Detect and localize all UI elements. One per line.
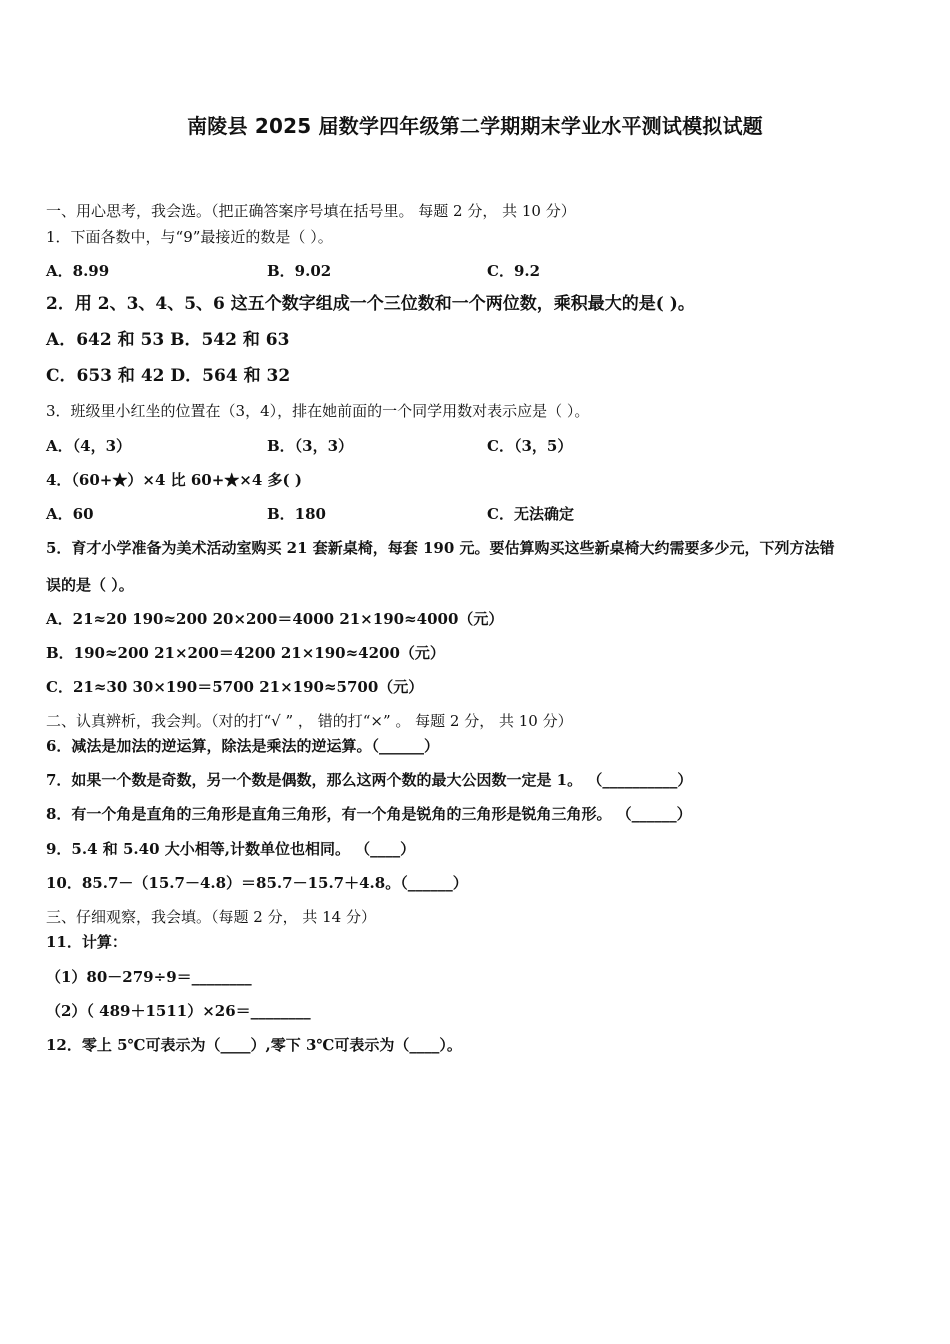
question-6: 6．减法是加法的逆运算，除法是乘法的逆运算。（______） [46,737,439,755]
section-3-heading: 三、仔细观察，我会填。（每题 2 分， 共 14 分） [46,908,376,926]
q4-option-a: A．60 [46,505,94,523]
q4-option-c: C．无法确定 [487,505,574,523]
section-1-heading: 一、用心思考，我会选。（把正确答案序号填在括号里。 每题 2 分， 共 10 分） [46,202,576,220]
question-8: 8．有一个角是直角的三角形是直角三角形，有一个角是锐角的三角形是锐角三角形。 （______） [46,805,692,823]
question-5-line-2: 误的是（ ）。 [46,576,134,594]
q2-options-row-1: A．642 和 53 B．542 和 63 [46,330,290,350]
question-1: 1．下面各数中，与“9”最接近的数是（ ）。 [46,228,333,246]
q3-option-a: A．（4，3） [46,437,132,455]
question-7: 7．如果一个数是奇数，另一个数是偶数，那么这两个数的最大公因数一定是 1。 （__________） [46,771,693,789]
q2-options-row-2: C．653 和 42 D．564 和 32 [46,366,291,386]
q5-option-a: A．21≈20 190≈200 20×200＝4000 21×190≈4000（元） [46,610,504,628]
page-title: 南陵县 2025 届数学四年级第二学期期末学业水平测试模拟试题 [187,114,763,138]
q5-option-c: C．21≈30 30×190＝5700 21×190≈5700（元） [46,678,424,696]
q5-option-b: B．190≈200 21×200＝4200 21×190≈4200（元） [46,644,445,662]
question-9: 9．5.4 和 5.40 大小相等,计数单位也相同。 （____） [46,840,416,858]
question-5-line-1: 5．育才小学准备为美术活动室购买 21 套新桌椅，每套 190 元。要估算购买这些新桌椅大约需要多少元，下列方法错 [46,539,835,557]
q4-option-b: B．180 [267,505,326,523]
q1-option-b: B．9.02 [267,262,332,280]
question-2: 2．用 2、3、4、5、6 这五个数字组成一个三位数和一个两位数，乘积最大的是( )。 [46,294,695,314]
q11-part-1: （1）80－279÷9＝________ [46,968,252,986]
question-4: 4．（60+★）×4 比 60+★×4 多( ) [46,471,302,489]
q3-option-c: C．（3，5） [487,437,573,455]
question-10: 10．85.7－（15.7－4.8）＝85.7－15.7＋4.8。（______） [46,874,468,892]
question-12: 12．零上 5℃可表示为（____）,零下 3℃可表示为（____）。 [46,1036,462,1054]
question-11: 11．计算： [46,933,127,951]
section-2-heading: 二、认真辨析，我会判。（对的打“√ ” ， 错的打“×” 。 每题 2 分， 共 10 分） [46,712,573,730]
q1-option-a: A．8.99 [46,262,110,280]
question-3: 3．班级里小红坐的位置在（3，4），排在她前面的一个同学用数对表示应是（ ）。 [46,402,590,420]
q11-part-2: （2）（ 489＋1511）×26＝________ [46,1002,311,1020]
q1-option-c: C．9.2 [487,262,541,280]
q3-option-b: B．（3，3） [267,437,354,455]
